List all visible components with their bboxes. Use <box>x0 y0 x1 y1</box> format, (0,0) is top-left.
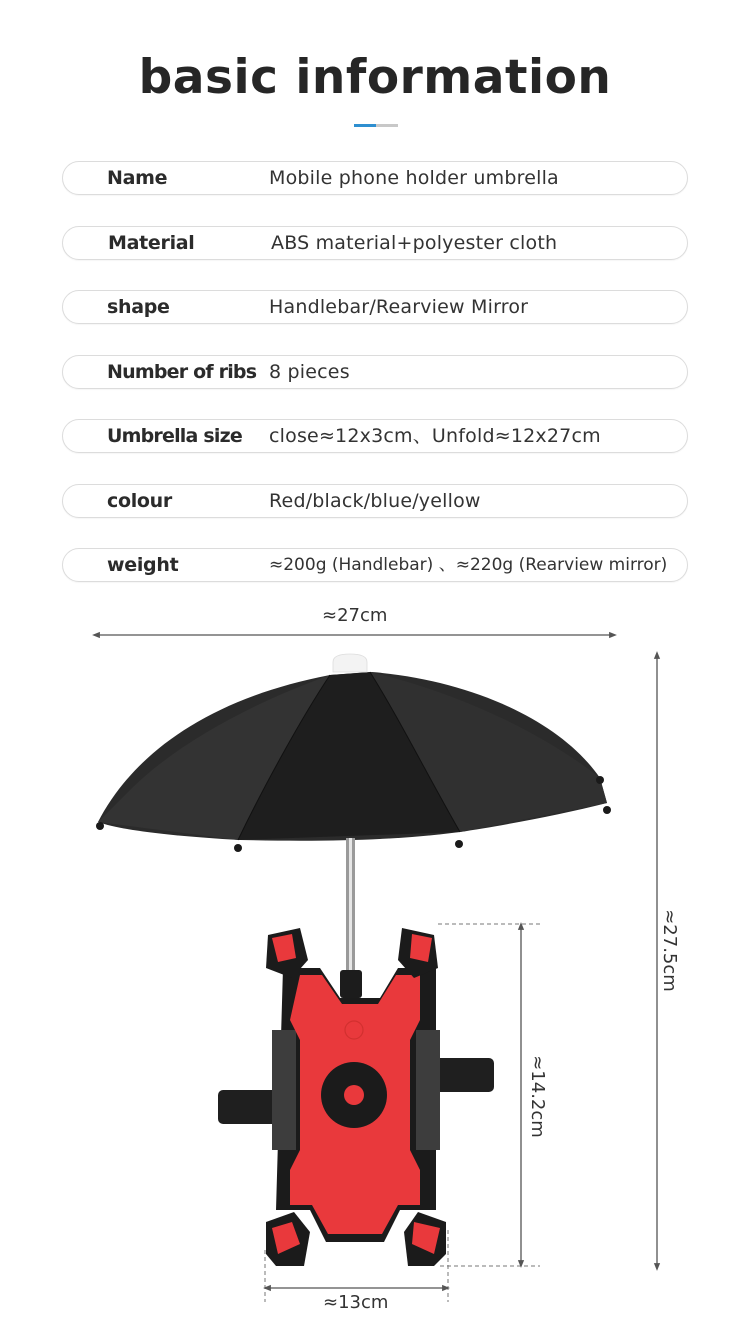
spec-label: Name <box>107 167 168 189</box>
spec-label: colour <box>107 490 172 512</box>
dimension-label-total-height: ≈27.5cm <box>658 909 680 992</box>
spec-value: ≈200g (Handlebar) 、≈220g (Rearview mirror) <box>269 555 668 575</box>
dimension-label-width: ≈27cm <box>322 605 388 626</box>
spec-label: shape <box>107 296 170 318</box>
umbrella-shaft <box>340 838 362 998</box>
spec-value: Mobile phone holder umbrella <box>269 167 559 189</box>
spec-value: 8 pieces <box>269 361 350 383</box>
spec-label: Umbrella size <box>107 425 242 447</box>
phone-holder-body <box>272 968 440 1242</box>
spec-value: ABS material+polyester cloth <box>271 232 558 254</box>
spec-value: Handlebar/Rearview Mirror <box>269 296 529 318</box>
spec-label: Number of ribs <box>107 361 257 383</box>
page-title: basic information <box>138 50 612 105</box>
spec-label: Material <box>108 232 195 254</box>
spec-value: Red/black/blue/yellow <box>269 490 481 512</box>
dimension-label-holder-width: ≈13cm <box>323 1292 389 1313</box>
spec-label: weight <box>107 554 179 576</box>
umbrella-canopy <box>96 654 611 852</box>
dimension-line-holder-height <box>438 924 540 1266</box>
spec-value: close≈12x3cm、Unfold≈12x27cm <box>269 425 601 447</box>
dimension-label-holder-height: ≈14.2cm <box>526 1055 548 1138</box>
